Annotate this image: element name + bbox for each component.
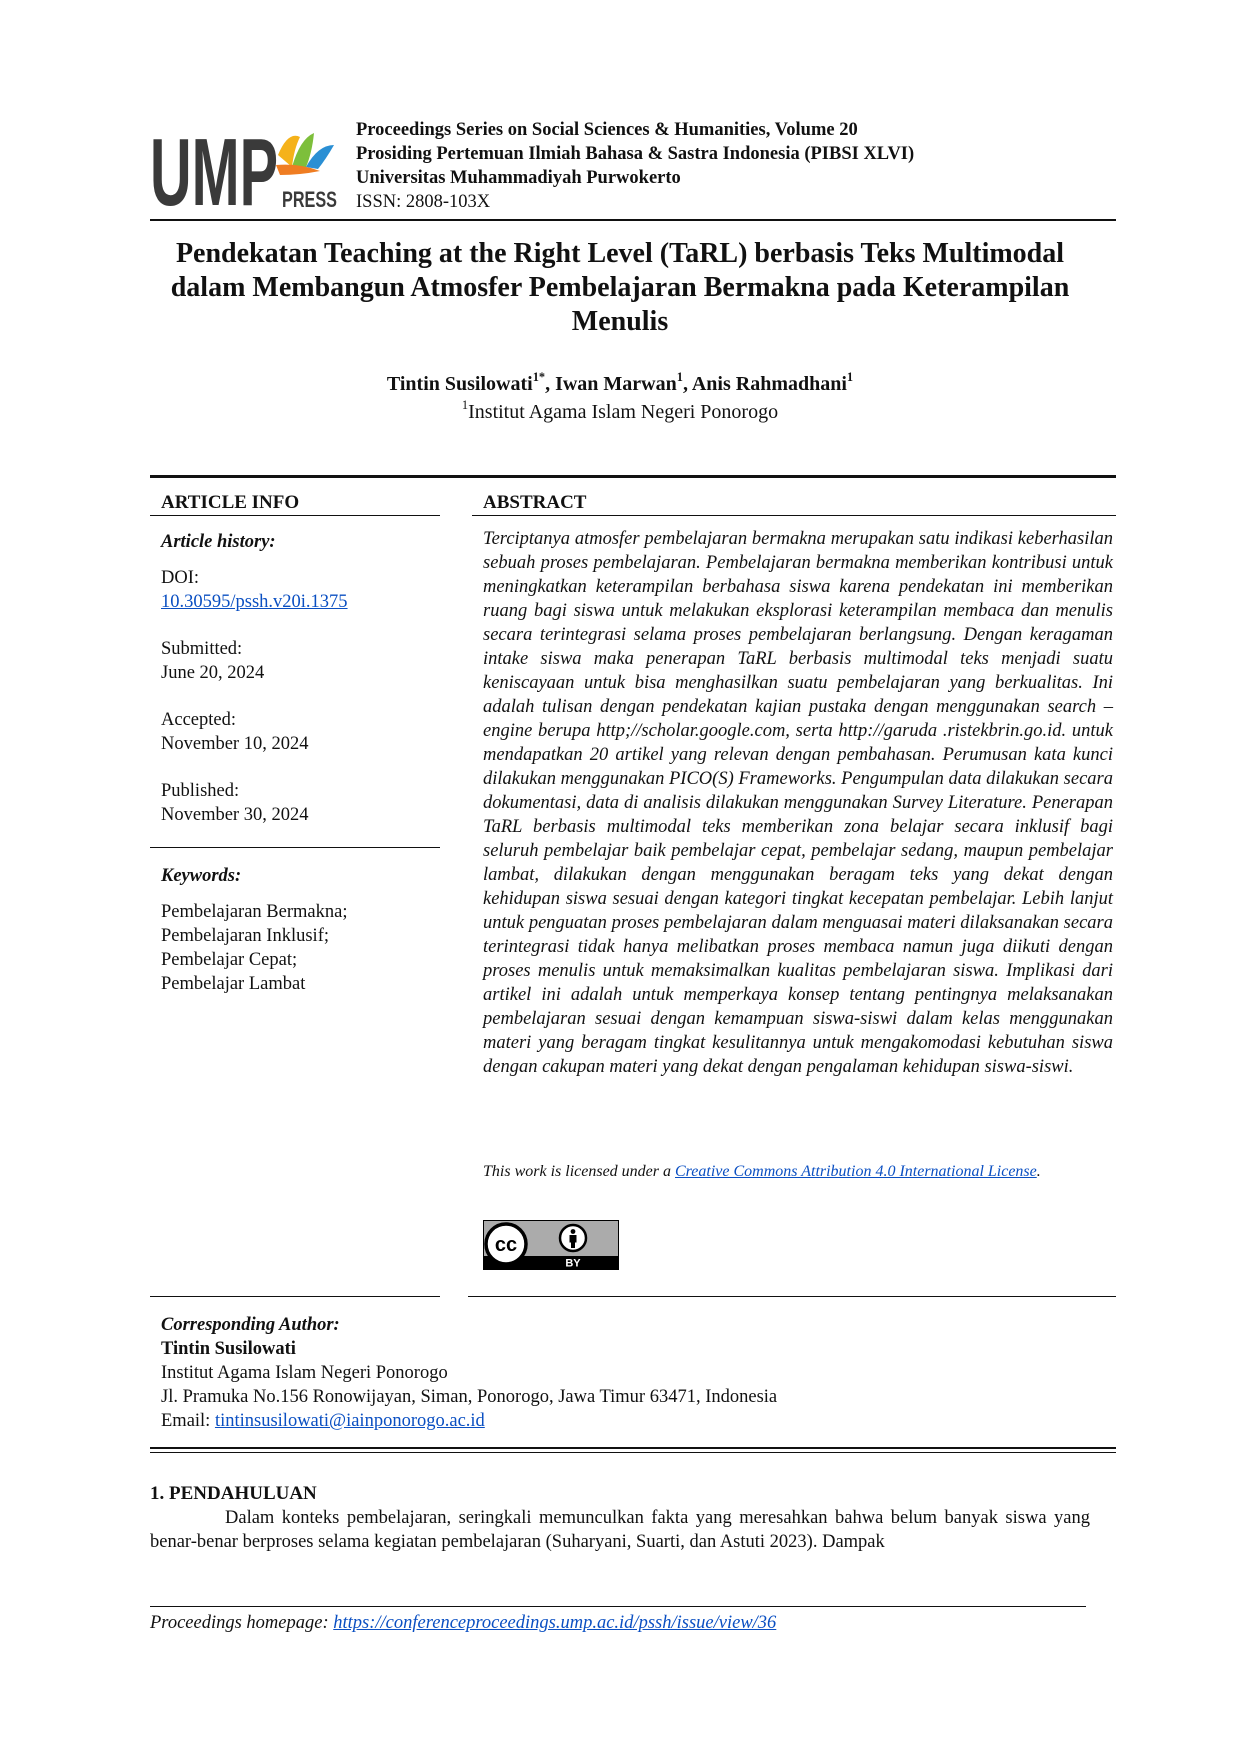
abstract-rule [472, 515, 1116, 516]
author-sup: 1* [532, 370, 546, 385]
submitted-date: June 20, 2024 [161, 663, 265, 683]
author-name: Tintin Susilowati [386, 373, 533, 395]
cc-badge-text: cc [494, 1234, 518, 1256]
journal-series: Proceedings Series on Social Sciences & Humanities, Volume 20 [356, 120, 858, 140]
email-link[interactable]: tintinsusilowati@iainponorogo.ac.id [214, 1411, 485, 1431]
cc-by-badge[interactable] [483, 1220, 619, 1270]
author-list: Tintin Susilowati$^{1*}$, Iwan Marwan$^1$, Anis Rahmadhani$^1$ [386, 370, 854, 395]
logo-subtext: PRESS [282, 187, 337, 212]
author-name: Iwan Marwan [555, 373, 677, 395]
corresponding-address: Jl. Pramuka No.156 Ronowijayan, Siman, Ponorogo, Jawa Timur 63471, Indonesia [161, 1387, 778, 1407]
abstract-text: Terciptanya atmosfer pembelajaran bermakna merupakan satu indikasi keberhasilan sebuah proses pembelajaran. Pembelajaran bermakna memberikan kontribusi untuk meningkatkan keterampilan berbahasa siswa karena pendekatan ini memberikan ruang bagi siswa untuk melakukan eksplorasi keterampilan membaca dan menulis secara terintegrasi selama proses pembelajaran berlangsung. Dengan keragaman intake siswa maka penerapan TaRL berbasis multimodal teks menjadi suatu keniscayaan untuk bisa menghasilkan suatu pembelajaran yang berkualitas. Ini adalah tulisan dengan pendekatan kajian pustaka dengan menggunakan search – engine berupa http;//scholar.google.com, serta http://garuda .ristekbrin.go.id. untuk mendapatkan 20 artikel yang relevan dengan pembahasan. Perumusan kata kunci dilakukan menggunakan PICO(S) Frameworks. Pengumpulan data dilakukan secara dokumentasi, data di analisis dilakukan menggunakan Survey Literature. Penerapan TaRL berbasis multimodal teks memberikan zona belajar secara inklusif bagi seluruh pembelajar baik pembelajar cepat, pembelajar sedang, maupun pembelajar lambat, dilakukan dengan menggunakan beragam teks yang dekat dengan kehidupan siswa sesuai dengan kategori tingkat kecepatan pembelajar. Lebih lanjut untuk penguatan proses pembelajaran dalam menguasai materi dilaksanakan secara terintegrasi tidak hanya melibatkan proses membaca namun juga diikuti dengan proses menulis untuk memaksimalkan kualitas pembelajaran siswa. Implikasi dari artikel ini adalah untuk memperkaya konsep tentang pentingnya melaksanakan pembelajaran sesuai dengan kemampuan siswa-siswi dalam kelas menggunakan materi yang beragam tingkat kesulitannya untuk mengakomodasi kebutuhan siswa dengan cakupan materi yang dekat dengan pengalaman kehidupan siswa-siswi. [483, 529, 1113, 1077]
corresponding-label: Corresponding Author: [161, 1315, 340, 1335]
author-name: Anis Rahmadhani [691, 373, 847, 395]
published-label: Published: [161, 781, 240, 801]
proceedings-footer [150, 1611, 776, 1635]
submitted-label: Submitted: [161, 639, 243, 659]
ump-press-logo [150, 115, 340, 215]
license-suffix: . [1036, 1163, 1041, 1180]
doi-label: DOI: [161, 568, 200, 588]
affiliation-sup: 1 [461, 398, 469, 413]
title-line: Pendekatan Teaching at the Right Level (TaRL) berbasis Teks Multimodal [175, 238, 1065, 269]
by-badge-text: BY [565, 1257, 581, 1270]
article-info-heading: ARTICLE INFO [161, 492, 300, 513]
keyword-item: Pembelajar Cepat; [161, 950, 298, 970]
article-history-label: Article history: [161, 532, 276, 552]
published-date: November 30, 2024 [161, 805, 309, 825]
corresponding-email-line [161, 1409, 485, 1433]
affiliation [150, 399, 1090, 425]
corr-rule-1 [150, 1447, 1116, 1449]
doi-link[interactable]: 10.30595/pssh.v20i.1375 [161, 592, 348, 612]
accepted-label: Accepted: [161, 710, 236, 730]
info-top-rule [150, 475, 1116, 478]
license-prefix: This work is licensed under a [483, 1163, 675, 1180]
logo-text: UMP [150, 119, 278, 215]
footer-label: Proceedings homepage: [150, 1613, 334, 1633]
footer-link[interactable]: https://conferenceproceedings.ump.ac.id/pssh/issue/view/36 [333, 1613, 777, 1633]
section-heading: 1. PENDAHULUAN [150, 1483, 317, 1504]
keywords-rule [150, 847, 440, 848]
keyword-item: Pembelajaran Inklusif; [161, 926, 329, 946]
journal-issn: ISSN: 2808-103X [356, 192, 491, 212]
corresponding-institution: Institut Agama Islam Negeri Ponorogo [161, 1363, 448, 1383]
title-line: dalam Membangun Atmosfer Pembelajaran Bermakna pada Keterampilan [170, 272, 1070, 303]
keywords-label: Keywords: [161, 866, 242, 886]
footer-rule [150, 1606, 1086, 1607]
author-sup: 1 [846, 370, 854, 385]
email-label: Email: [161, 1411, 215, 1431]
paper-title [150, 237, 1090, 339]
author-sup: 1 [676, 370, 683, 385]
title-line: Menulis [571, 306, 669, 337]
article-info-rule [150, 515, 440, 516]
license-notice [483, 1161, 1113, 1182]
corresponding-name: Tintin Susilowati [161, 1339, 296, 1359]
abstract-heading: ABSTRACT [483, 492, 587, 513]
journal-university: Universitas Muhammadiyah Purwokerto [356, 168, 681, 188]
left-bottom-rule [150, 1296, 440, 1297]
keyword-item: Pembelajar Lambat [161, 974, 306, 994]
books-icon [276, 133, 334, 175]
journal-proceedings: Prosiding Pertemuan Ilmiah Bahasa & Sastra Indonesia (PIBSI XLVI) [356, 144, 915, 164]
attribution-person-icon [560, 1225, 586, 1251]
accepted-date: November 10, 2024 [161, 734, 309, 754]
corr-rule-2 [150, 1452, 1116, 1453]
right-bottom-rule [468, 1296, 1116, 1297]
intro-paragraph: Dalam konteks pembelajaran, seringkali memunculkan fakta yang meresahkan bahwa belum banyak siswa yang benar-benar berproses selama kegiatan pembelajaran (Suharyani, Suarti, dan Astuti 2023). Dampak [150, 1508, 1090, 1552]
keyword-item: Pembelajaran Bermakna; [161, 902, 348, 922]
header-rule [150, 219, 1116, 221]
license-link[interactable]: Creative Commons Attribution 4.0 International License [675, 1163, 1037, 1180]
affiliation-name: Institut Agama Islam Negeri Ponorogo [468, 401, 779, 423]
